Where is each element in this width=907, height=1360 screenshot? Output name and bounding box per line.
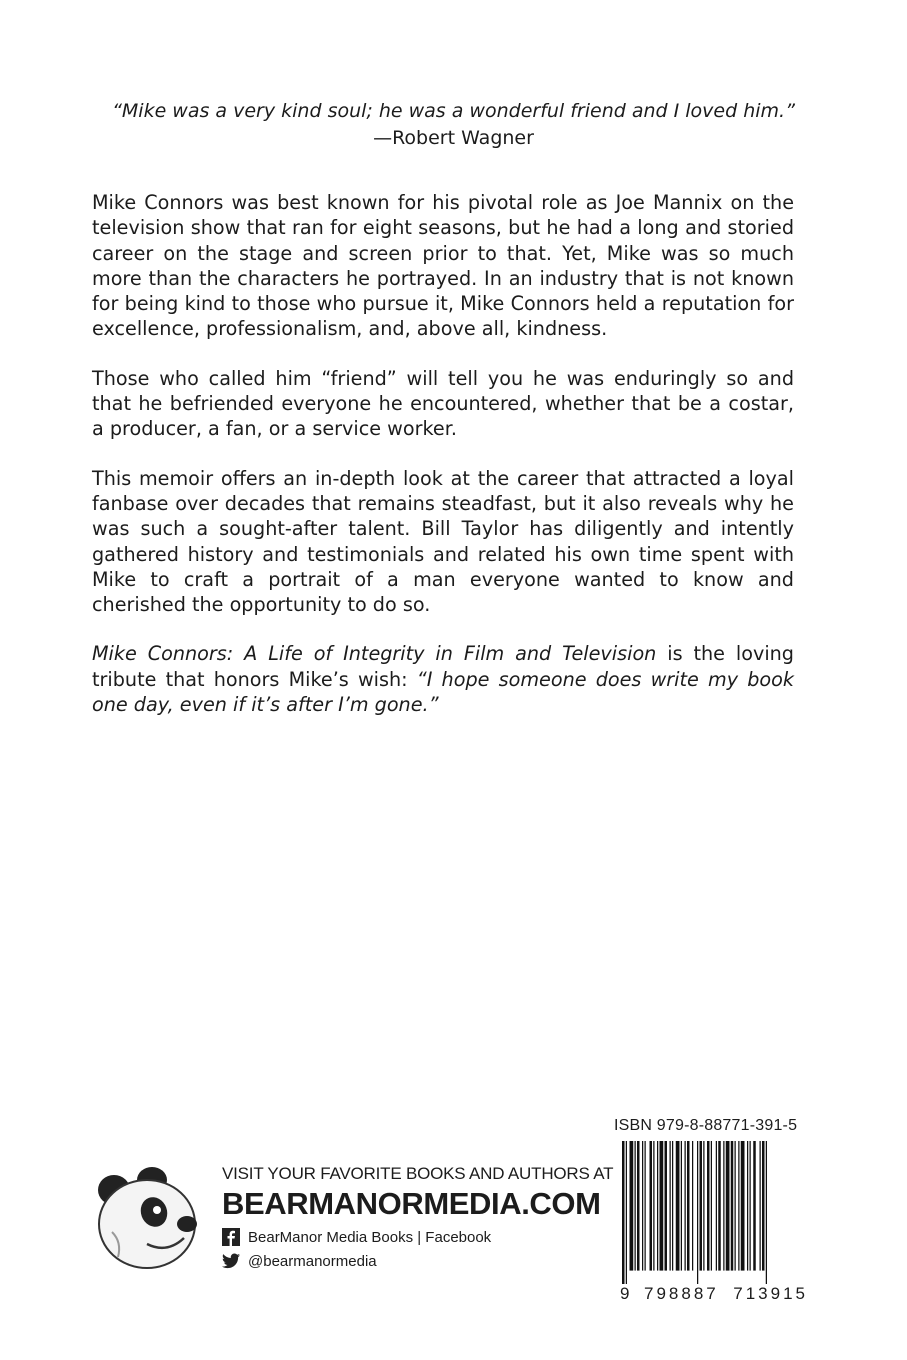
barcode-digits — [620, 1284, 808, 1304]
barcode-bar — [741, 1141, 745, 1271]
blurb-paragraph: Those who called him “friend” will tell you he was enduringly so and that he befriended everyone he encountered, whether that be a costar, a producer, a fan, or a service worker. — [92, 366, 794, 441]
barcode-bar — [635, 1141, 636, 1271]
barcode-bar — [687, 1141, 690, 1271]
barcode-bar — [726, 1141, 730, 1271]
barcode-bar — [660, 1141, 664, 1271]
barcode-bar — [692, 1141, 693, 1271]
isbn-block — [614, 1117, 824, 1304]
barcode-bar — [703, 1141, 704, 1271]
facebook-link[interactable] — [222, 1228, 592, 1246]
facebook-icon — [222, 1228, 240, 1246]
closing-text: is the loving tribute that honors Mike’s wish: — [92, 642, 794, 691]
twitter-icon — [222, 1252, 240, 1270]
publisher-website-link[interactable]: BEARMANORMEDIA.COM — [222, 1186, 601, 1221]
barcode-bar — [670, 1141, 671, 1271]
barcode-bar — [735, 1141, 736, 1271]
barcode-bar — [650, 1141, 653, 1271]
barcode-bar — [700, 1141, 703, 1271]
closing-paragraph — [92, 641, 794, 717]
twitter-link[interactable] — [222, 1252, 592, 1270]
book-title: Mike Connors: A Life of Integrity in Film and Television — [92, 642, 657, 666]
wish-quote: “I hope someone does write my book one day, even if it’s after I’m gone.” — [92, 667, 794, 717]
epigraph-attribution: —Robert Wagner — [373, 127, 534, 149]
barcode-bar — [676, 1141, 680, 1271]
blurb-paragraph: This memoir offers an in-depth look at the career that attracted a loyal fanbase over decades that remains steadfast, but it also reveals why he was such a sought-after talent. Bill Taylor has diligently and intently gathered history and testimonials and related his own time spent with Mike to craft a portrait of a man everyone wanted to know and cherished the opportunity to do so. — [92, 466, 794, 617]
barcode-bar — [718, 1141, 721, 1271]
barcode — [614, 1141, 824, 1284]
barcode-bar — [731, 1141, 734, 1271]
barcode-bar — [645, 1141, 646, 1271]
barcode-digit-group: 798887 — [644, 1284, 719, 1303]
barcode-bar — [665, 1141, 668, 1271]
barcode-bar — [642, 1141, 643, 1271]
isbn-label: ISBN 979-8-88771-391-5 — [614, 1117, 798, 1134]
epigraph-quote: “Mike was a very kind soul; he was a wonderful friend and I loved him.” — [112, 100, 795, 122]
barcode-bar — [653, 1141, 654, 1271]
barcode-digit-group: 9 — [620, 1284, 630, 1303]
barcode-bar — [711, 1141, 712, 1271]
barcode-bar — [672, 1141, 673, 1271]
barcode-bar — [747, 1141, 748, 1271]
barcode-bar — [630, 1141, 634, 1271]
twitter-handle: @bearmanormedia — [248, 1252, 377, 1270]
barcode-bar — [697, 1141, 698, 1284]
barcode-bar — [766, 1141, 767, 1284]
barcode-bar — [707, 1141, 710, 1271]
barcode-bar — [716, 1141, 717, 1271]
barcode-bar — [723, 1141, 724, 1271]
barcode-bar — [626, 1141, 627, 1284]
barcode-bar — [681, 1141, 682, 1271]
barcode-bar — [750, 1141, 751, 1271]
barcode-bar — [738, 1141, 739, 1271]
barcode-digit-group: 713915 — [733, 1284, 808, 1303]
barcode-bar — [685, 1141, 686, 1271]
barcode-bar — [753, 1141, 756, 1271]
facebook-label: BearManor Media Books | Facebook — [248, 1228, 492, 1246]
blurb-paragraph: Mike Connors was best known for his pivotal role as Joe Mannix on the television show that ran for eight seasons, but he had a long and storied career on the stage and screen prior to that. Yet, Mike was so much more than the characters he portrayed. In an industry that is not known for being kind to those who pursue it, Mike Connors held a reputation for excellence, professionalism, and, above all, kindness. — [92, 191, 794, 341]
barcode-bar — [657, 1141, 658, 1271]
blurb — [92, 190, 794, 741]
barcode-bar — [760, 1141, 761, 1271]
barcode-bar — [762, 1141, 765, 1271]
barcode-bar — [622, 1141, 625, 1284]
epigraph — [90, 98, 817, 152]
panda-bear-logo — [92, 1162, 208, 1278]
barcode-bar — [637, 1141, 640, 1271]
publisher-info — [222, 1164, 614, 1270]
visit-line: VISIT YOUR FAVORITE BOOKS AND AUTHORS AT — [222, 1164, 614, 1183]
